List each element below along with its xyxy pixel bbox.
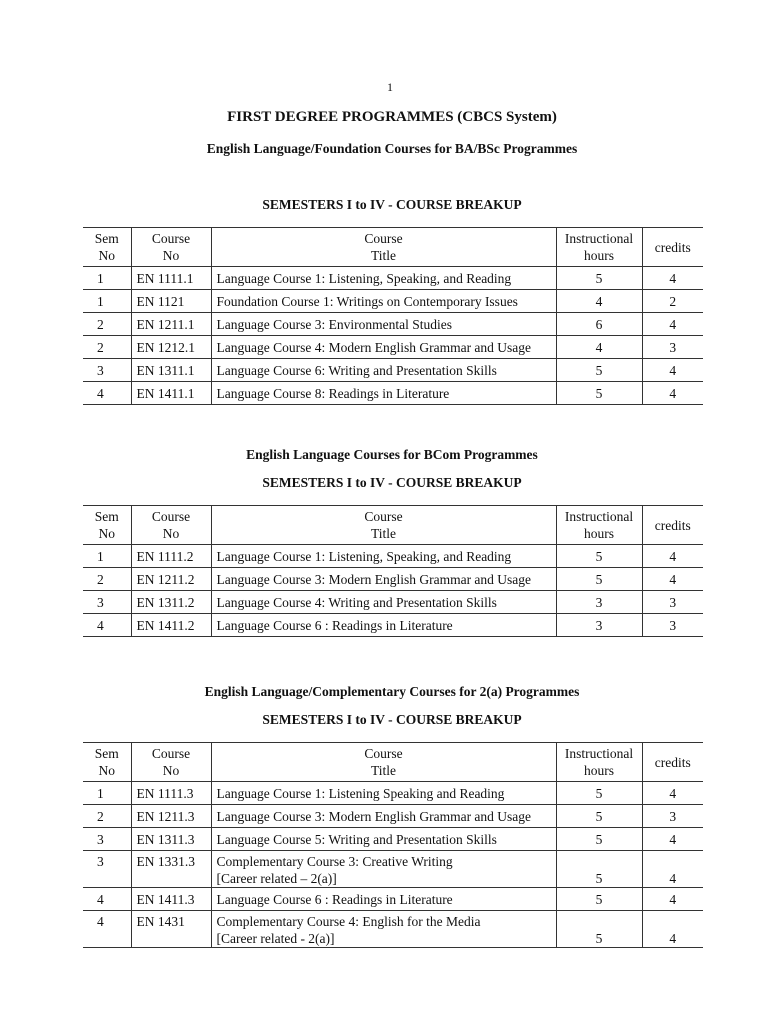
- cell-sem-no: 1: [83, 782, 131, 805]
- cell-course-no: EN 1311.2: [131, 591, 211, 614]
- table-row: [83, 888, 703, 911]
- cell-course-title: Language Course 1: Listening, Speaking, and Reading: [211, 267, 556, 290]
- table-row: [83, 805, 703, 828]
- cell-course-title: Foundation Course 1: Writings on Contemporary Issues: [211, 290, 556, 313]
- section-1-subtitle: English Language/Foundation Courses for BA/BSc Programmes: [206, 141, 578, 156]
- cell-credits: 4: [642, 313, 703, 336]
- header-course-title: Course Title: [211, 743, 556, 782]
- table-row: [83, 782, 703, 805]
- header-course-no: Course No: [131, 228, 211, 267]
- section-3-subtitle: English Language/Complementary Courses for 2(a) Programmes: [204, 684, 580, 699]
- section-2-subtitle: English Language Courses for BCom Programmes: [246, 447, 538, 462]
- cell-instructional-hours: 3: [556, 591, 642, 614]
- section-2-breakup-heading: SEMESTERS I to IV - COURSE BREAKUP: [262, 475, 522, 490]
- cell-credits: 4: [642, 851, 703, 888]
- cell-sem-no: 2: [83, 805, 131, 828]
- cell-course-no: EN 1211.2: [131, 568, 211, 591]
- cell-sem-no: 3: [83, 359, 131, 382]
- cell-course-no: EN 1411.3: [131, 888, 211, 911]
- table-row: [83, 614, 703, 637]
- document-title: FIRST DEGREE PROGRAMMES (CBCS System): [227, 109, 557, 125]
- header-course-no: Course No: [131, 743, 211, 782]
- cell-instructional-hours: 6: [556, 313, 642, 336]
- cell-course-no: EN 1211.3: [131, 805, 211, 828]
- header-credits: credits: [642, 743, 703, 782]
- cell-sem-no: 4: [83, 382, 131, 405]
- cell-instructional-hours: 5: [556, 382, 642, 405]
- table-row: [83, 545, 703, 568]
- cell-course-title: Language Course 5: Writing and Presentation Skills: [211, 828, 556, 851]
- table-row: [83, 336, 703, 359]
- cell-instructional-hours: 5: [556, 545, 642, 568]
- cell-course-no: EN 1311.3: [131, 828, 211, 851]
- cell-course-no: EN 1411.2: [131, 614, 211, 637]
- cell-course-no: EN 1311.1: [131, 359, 211, 382]
- table-row: [83, 911, 703, 948]
- cell-credits: 4: [642, 888, 703, 911]
- cell-course-no: EN 1111.1: [131, 267, 211, 290]
- cell-credits: 4: [642, 782, 703, 805]
- table-row: [83, 591, 703, 614]
- header-instructional-hours: Instructional hours: [556, 228, 642, 267]
- cell-instructional-hours: 3: [556, 614, 642, 637]
- cell-course-title: Complementary Course 4: English for the Media [Career related - 2(a)]: [211, 911, 556, 948]
- cell-credits: 4: [642, 267, 703, 290]
- cell-course-no: EN 1211.1: [131, 313, 211, 336]
- cell-course-title: Language Course 6: Writing and Presentation Skills: [211, 359, 556, 382]
- section-3-breakup-heading: SEMESTERS I to IV - COURSE BREAKUP: [262, 712, 522, 727]
- cell-credits: 4: [642, 568, 703, 591]
- header-course-no: Course No: [131, 506, 211, 545]
- cell-credits: 3: [642, 336, 703, 359]
- cell-instructional-hours: 5: [556, 828, 642, 851]
- cell-course-no: EN 1111.2: [131, 545, 211, 568]
- table-row: [83, 382, 703, 405]
- cell-credits: 4: [642, 545, 703, 568]
- cell-credits: 4: [642, 911, 703, 948]
- cell-sem-no: 1: [83, 267, 131, 290]
- cell-course-title: Language Course 6 : Readings in Literature: [211, 888, 556, 911]
- header-credits: credits: [642, 506, 703, 545]
- cell-course-no: EN 1111.3: [131, 782, 211, 805]
- table-row: [83, 290, 703, 313]
- table-row: [83, 313, 703, 336]
- cell-course-title: Complementary Course 3: Creative Writing [Career related – 2(a)]: [211, 851, 556, 888]
- cell-course-title: Language Course 3: Modern English Grammar and Usage: [211, 568, 556, 591]
- cell-course-no: EN 1331.3: [131, 851, 211, 888]
- cell-credits: 4: [642, 382, 703, 405]
- cell-credits: 3: [642, 805, 703, 828]
- header-course-title: Course Title: [211, 506, 556, 545]
- cell-course-no: EN 1411.1: [131, 382, 211, 405]
- cell-sem-no: 1: [83, 545, 131, 568]
- cell-sem-no: 3: [83, 828, 131, 851]
- cell-instructional-hours: 5: [556, 805, 642, 828]
- cell-course-title: Language Course 4: Modern English Grammar and Usage: [211, 336, 556, 359]
- course-table-2: [83, 505, 703, 637]
- table-row: [83, 267, 703, 290]
- cell-credits: 3: [642, 591, 703, 614]
- cell-sem-no: 4: [83, 888, 131, 911]
- table-row: [83, 568, 703, 591]
- cell-credits: 4: [642, 828, 703, 851]
- cell-credits: 2: [642, 290, 703, 313]
- cell-sem-no: 3: [83, 591, 131, 614]
- cell-instructional-hours: 4: [556, 290, 642, 313]
- cell-sem-no: 4: [83, 614, 131, 637]
- table-row: [83, 828, 703, 851]
- cell-course-no: EN 1431: [131, 911, 211, 948]
- cell-sem-no: 2: [83, 336, 131, 359]
- cell-course-no: EN 1121: [131, 290, 211, 313]
- cell-instructional-hours: 5: [556, 782, 642, 805]
- cell-course-title: Language Course 8: Readings in Literature: [211, 382, 556, 405]
- header-instructional-hours: Instructional hours: [556, 743, 642, 782]
- header-sem-no: Sem No: [83, 228, 131, 267]
- table-header-row: [83, 743, 703, 782]
- cell-sem-no: 2: [83, 568, 131, 591]
- header-instructional-hours: Instructional hours: [556, 506, 642, 545]
- cell-sem-no: 2: [83, 313, 131, 336]
- page-number: 1: [387, 80, 393, 94]
- cell-credits: 4: [642, 359, 703, 382]
- course-table-3: [83, 742, 703, 948]
- cell-course-title: Language Course 1: Listening, Speaking, and Reading: [211, 545, 556, 568]
- cell-course-title: Language Course 4: Writing and Presentation Skills: [211, 591, 556, 614]
- header-sem-no: Sem No: [83, 743, 131, 782]
- cell-sem-no: 1: [83, 290, 131, 313]
- cell-instructional-hours: 5: [556, 888, 642, 911]
- cell-instructional-hours: 5: [556, 851, 642, 888]
- table-header-row: [83, 506, 703, 545]
- cell-instructional-hours: 5: [556, 267, 642, 290]
- cell-course-title: Language Course 3: Modern English Grammar and Usage: [211, 805, 556, 828]
- cell-instructional-hours: 5: [556, 359, 642, 382]
- header-credits: credits: [642, 228, 703, 267]
- table-header-row: [83, 228, 703, 267]
- header-sem-no: Sem No: [83, 506, 131, 545]
- cell-credits: 3: [642, 614, 703, 637]
- cell-instructional-hours: 5: [556, 911, 642, 948]
- table-row: [83, 851, 703, 888]
- cell-course-title: Language Course 6 : Readings in Literature: [211, 614, 556, 637]
- cell-course-no: EN 1212.1: [131, 336, 211, 359]
- cell-sem-no: 4: [83, 911, 131, 948]
- cell-course-title: Language Course 1: Listening Speaking and Reading: [211, 782, 556, 805]
- cell-instructional-hours: 4: [556, 336, 642, 359]
- table-row: [83, 359, 703, 382]
- header-course-title: Course Title: [211, 228, 556, 267]
- cell-sem-no: 3: [83, 851, 131, 888]
- cell-course-title: Language Course 3: Environmental Studies: [211, 313, 556, 336]
- cell-instructional-hours: 5: [556, 568, 642, 591]
- section-1-breakup-heading: SEMESTERS I to IV - COURSE BREAKUP: [262, 197, 522, 212]
- course-table-1: [83, 227, 703, 405]
